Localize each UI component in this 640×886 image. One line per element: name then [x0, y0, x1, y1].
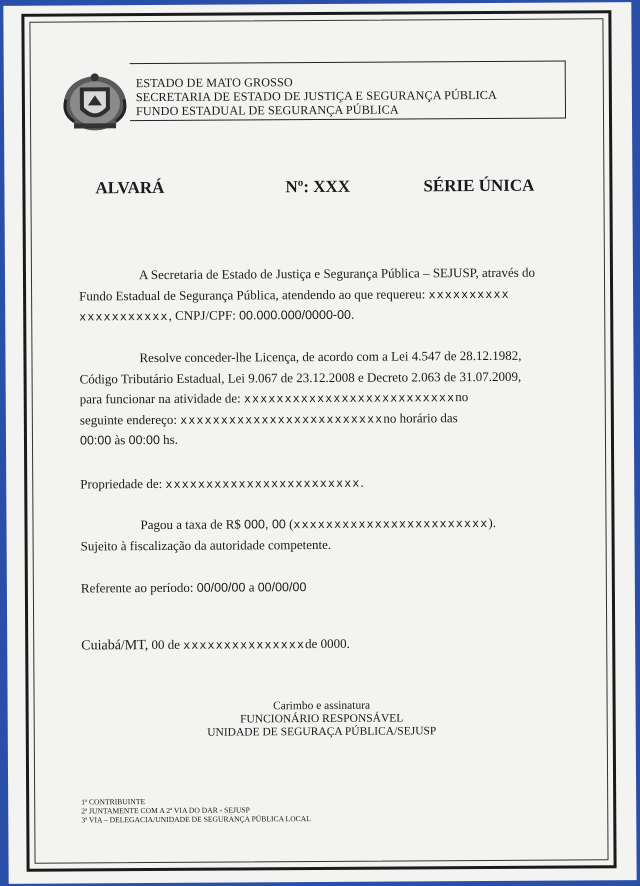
p1-line2-text: Fundo Estadual de Segurança Pública, atendendo ao que requereu:	[79, 285, 429, 303]
cnpj-value: 00.000.000/0000-00	[239, 307, 352, 323]
period-start: 00/00/00	[196, 580, 246, 595]
paragraph-license	[79, 345, 570, 450]
fee-close: ).	[488, 514, 497, 530]
p2-line3-end: no	[455, 389, 469, 405]
address-mask: xxxxxxxxxxxxxxxxxxxxxxxxx	[180, 411, 384, 427]
requester-mask-2: xxxxxxxxxxx	[79, 308, 169, 324]
p3-end: .	[360, 474, 364, 490]
time-end: 00:00	[128, 432, 160, 448]
requester-mask-1: xxxxxxxxxx	[428, 286, 510, 301]
cnpj-label: , CNPJ/CPF:	[168, 307, 240, 323]
header-box	[130, 60, 566, 121]
paragraph-date	[81, 632, 571, 656]
time-sep: às	[111, 432, 129, 448]
hours-suffix: hs.	[159, 431, 178, 447]
p2-line5	[80, 427, 570, 450]
fee-amount: 000, 00	[244, 517, 286, 532]
title-row	[4, 175, 632, 203]
copy-3: 3ª VIA – DELEGACIA/UNIDADE DE SEGURANÇA PÚBLICA LOCAL	[81, 814, 311, 825]
signature-unit: UNIDADE DE SEGURAÇA PÚBLICA/SEJUSP	[207, 725, 437, 739]
copy-1: 1ª CONTRIBUINTE	[81, 797, 146, 807]
header-fund: FUNDO ESTADUAL DE SEGURANÇA PÚBLICA	[135, 102, 399, 119]
document-page	[3, 2, 636, 884]
period-label: Referente ao período:	[80, 579, 197, 596]
signature-officer: FUNCIONÁRIO RESPONSÁVEL	[240, 712, 404, 726]
city: Cuiabá/MT,	[81, 638, 149, 654]
p6-line	[81, 632, 571, 656]
month-mask: xxxxxxxxxxxxxxx	[183, 637, 306, 652]
p1-end: .	[350, 306, 355, 322]
hours-label: no horário das	[383, 409, 458, 426]
copies-list	[81, 796, 311, 824]
period-end: 00/00/00	[257, 580, 307, 595]
p4-line2: Sujeito à fiscalização da autoridade competente.	[80, 536, 332, 553]
activity-mask: xxxxxxxxxxxxxxxxxxxxxxxxxx	[243, 390, 456, 406]
activity-label: para funcionar na atividade de:	[79, 390, 245, 407]
signature-block	[8, 698, 636, 741]
owner-mask: xxxxxxxxxxxxxxxxxxxxxxxx	[165, 475, 361, 491]
p2-line1: Resolve conceder-lhe Licença, de acordo com a Lei 4.547 de 28.12.1982,	[139, 347, 522, 366]
paragraph-owner	[80, 471, 570, 494]
p1-line2	[79, 283, 569, 306]
state-coat-of-arms-icon	[60, 69, 130, 133]
period-sep: a	[245, 579, 258, 595]
year: de 0000.	[305, 635, 350, 652]
time-start: 00:00	[79, 433, 112, 448]
document-series: SÉRIE ÚNICA	[423, 175, 535, 196]
p2-line2: Código Tributário Estadual, Lei 9.067 de 23.12.2008 e Decreto 2.063 de 31.07.2009,	[79, 368, 522, 386]
paragraph-fee	[80, 512, 570, 556]
owner-label: Propriedade de:	[80, 475, 166, 492]
header-state: ESTADO DE MATO GROSSO	[135, 75, 293, 91]
document-content	[3, 2, 636, 884]
p1-line1: A Secretaria de Estado de Justiça e Segurança Pública – SEJUSP, através do	[138, 264, 536, 283]
paragraph-period	[81, 575, 571, 598]
signature-stamp-label: Carimbo e assinatura	[273, 699, 371, 713]
paragraph-requester	[79, 262, 569, 326]
fee-mask: xxxxxxxxxxxxxxxxxxxxxxxx	[293, 515, 489, 532]
p3-line	[80, 471, 570, 494]
document-title: ALVARÁ	[95, 177, 165, 198]
document-number: Nº: XXX	[285, 176, 351, 197]
fee-label: Pagou a taxa de R$	[140, 516, 245, 533]
copy-2: 2ª JUNTAMENTE COM A 2ª VIA DO DAR - SEJUSP	[81, 805, 250, 816]
address-label: seguinte endereço:	[79, 411, 181, 427]
p5-line	[81, 575, 571, 598]
header-secretariat: SECRETARIA DE ESTADO DE JUSTIÇA E SEGURANÇA PÚBLICA	[135, 87, 497, 105]
day: 00 de	[148, 636, 184, 653]
p1-line3	[79, 303, 569, 326]
fee-open: (	[285, 516, 294, 532]
